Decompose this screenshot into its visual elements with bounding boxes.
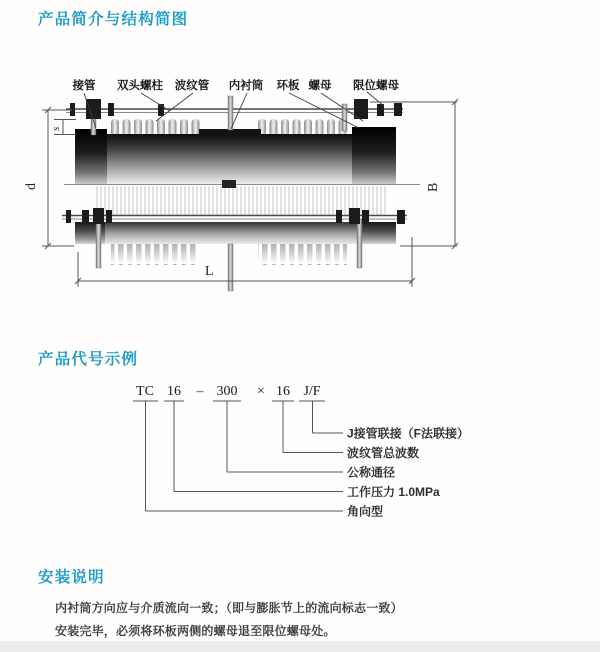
pipe-end-left [75, 129, 107, 184]
part-label-shuangtou: 双头螺柱 [117, 80, 163, 92]
dim-label-L: L [205, 264, 214, 279]
code-tree-lines [133, 401, 343, 511]
product-code-tokens [136, 384, 321, 399]
lower-band-cap-right [360, 222, 396, 244]
code-token-times: × [257, 384, 265, 399]
dimension-d [24, 107, 74, 249]
dim-label-B: B [426, 182, 441, 192]
part-label-xianwei: 限位螺母 [353, 80, 399, 92]
section-title-install: 安装说明 [38, 569, 105, 586]
code-token-diameter: 300 [216, 384, 238, 399]
part-label-neichentong: 内衬筒 [228, 80, 264, 92]
section-title-intro: 产品简介与结构简图 [38, 11, 189, 28]
code-token-dash: – [196, 384, 204, 399]
part-labels [72, 78, 400, 92]
dim-label-s: s [50, 126, 62, 131]
part-label-bowenguan: 波纹管 [174, 80, 210, 92]
pipe-end-right [352, 127, 396, 184]
dimension-s [50, 120, 76, 135]
lower-shell-band [75, 222, 396, 244]
branch-type: 角向型 [347, 504, 384, 519]
branch-connection: J接管联接（F法联接） [347, 426, 470, 441]
branch-pressure: 工作压力 1.0MPa [347, 485, 440, 499]
bellows-top-right [258, 119, 347, 136]
code-token-type: TC [136, 384, 154, 399]
shell-body [75, 134, 396, 184]
part-label-huanban: 环板 [276, 80, 300, 92]
reflection-hatch [96, 186, 388, 215]
dim-label-d: d [24, 183, 39, 190]
branch-diameter: 公称通径 [347, 465, 396, 480]
code-token-connection: J/F [303, 384, 321, 399]
part-label-luomu: 螺母 [308, 80, 332, 92]
install-note-line-2: 安装完毕，必须将环板两侧的螺母退至限位螺母处。 [55, 624, 336, 638]
section-title-code: 产品代号示例 [38, 351, 139, 368]
code-branch-labels [347, 426, 469, 519]
center-connector [222, 180, 236, 188]
branch-waves: 波纹管总波数 [347, 446, 420, 460]
page-footer-strip [0, 641, 600, 652]
bellows-bottom-left [111, 244, 199, 265]
part-label-jieguan: 接管 [72, 80, 96, 92]
install-note-line-1: 内衬筒方向应与介质流向一致；（即与膨胀节上的流向标志一致） [55, 601, 403, 615]
tie-rod-top [66, 109, 403, 113]
code-token-pressure: 16 [167, 384, 181, 399]
code-token-waves: 16 [276, 384, 290, 399]
bellows-bottom-right [258, 244, 347, 265]
bellows-top-left [111, 119, 200, 136]
